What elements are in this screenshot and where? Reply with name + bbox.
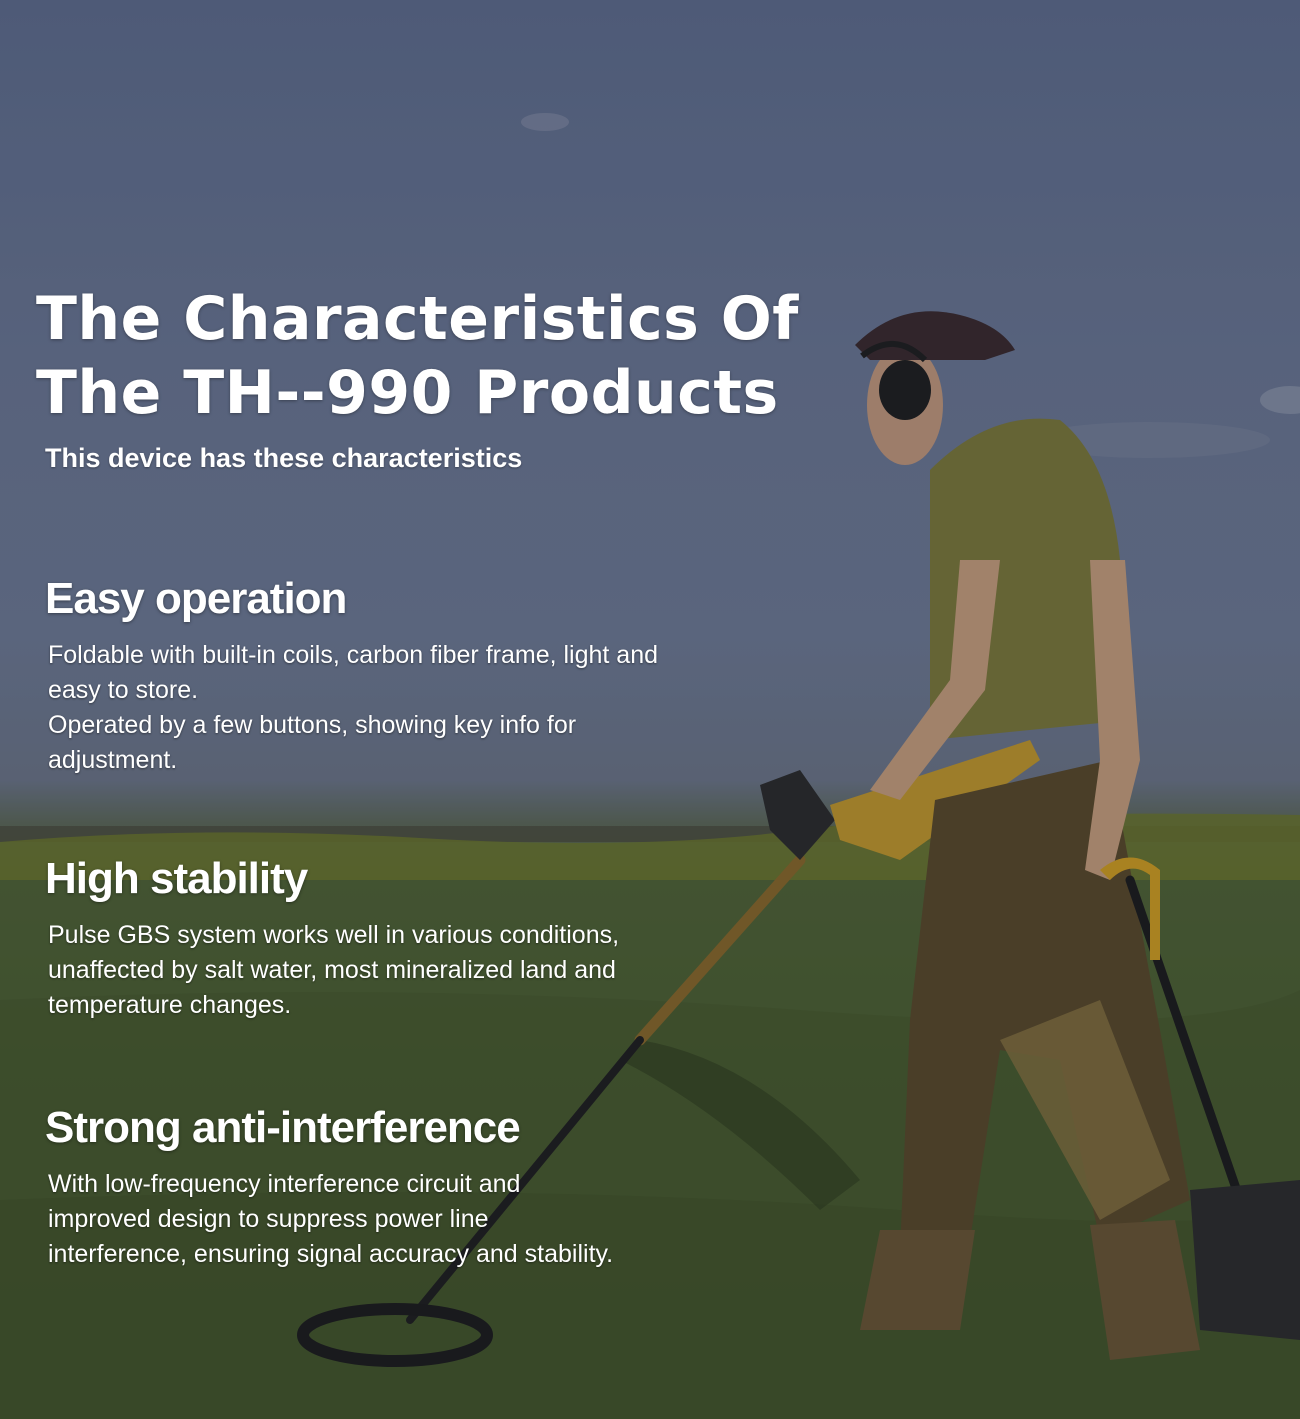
feature-description-line: temperature changes. [48,991,292,1019]
feature-description-line: Foldable with built-in coils, carbon fiber frame, light and [48,641,659,669]
page-title-line-2: The TH--990 Products [36,358,779,428]
page-title [36,282,936,430]
feature-description-line: Operated by a few buttons, showing key info for [48,711,577,739]
feature-description [48,1167,725,1272]
feature-easy-operation [45,574,725,778]
feature-description-line: easy to store. [48,676,199,704]
feature-high-stability [45,854,725,1023]
feature-description-line: unaffected by salt water, most mineralized land and [48,956,616,984]
feature-strong-anti-interference [45,1103,725,1272]
feature-description [48,638,725,778]
feature-heading: Strong anti-interference [45,1103,520,1152]
page-subtitle: This device has these characteristics [45,443,523,473]
feature-description-line: Pulse GBS system works well in various conditions, [48,921,620,949]
feature-heading: High stability [45,854,308,903]
feature-description-line: interference, ensuring signal accuracy and stability. [48,1240,614,1268]
page-title-line-1: The Characteristics Of [36,284,799,354]
feature-description-line: With low-frequency interference circuit and [48,1170,521,1198]
feature-description [48,918,725,1023]
feature-heading: Easy operation [45,574,347,623]
feature-description-line: improved design to suppress power line [48,1205,489,1233]
feature-description-line: adjustment. [48,746,178,774]
